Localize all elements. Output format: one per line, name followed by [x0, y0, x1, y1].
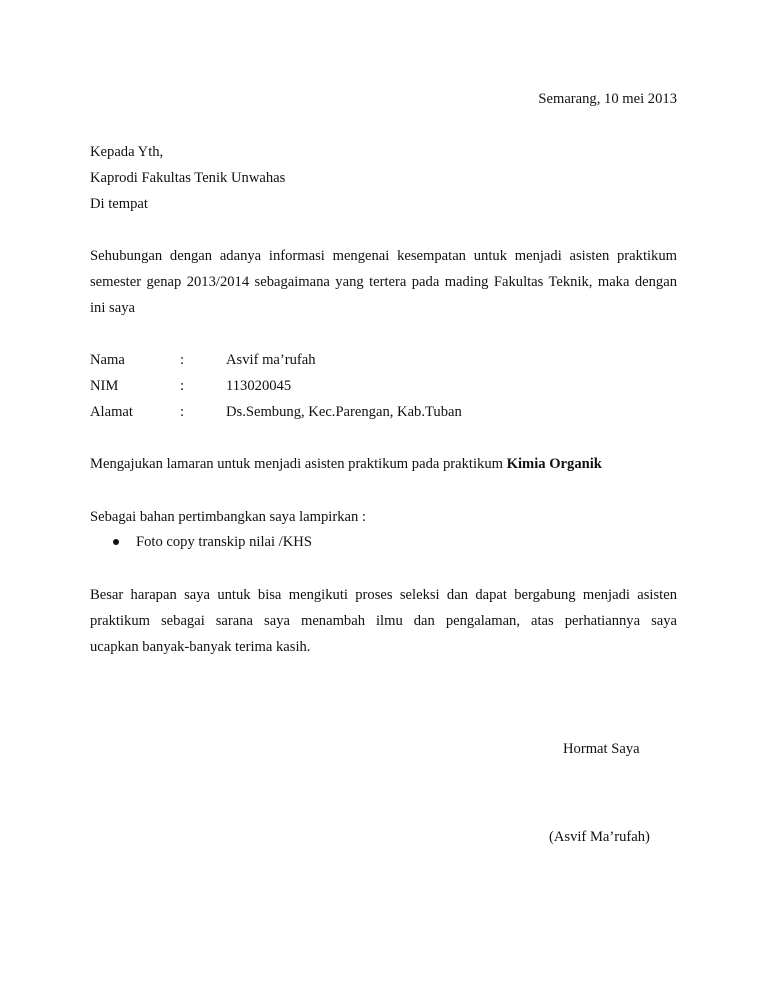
intro-paragraph-line-2: semester genap 2013/2014 sebagaimana yang tertera pada mading Fakultas Teknik, maka dengan [90, 274, 677, 290]
name-label: Nama [90, 352, 125, 368]
signature-name: (Asvif Ma’rufah) [549, 829, 650, 845]
nim-separator: : [180, 378, 185, 394]
letter-date: Semarang, 10 mei 2013 [538, 91, 677, 107]
application-subject: Kimia Organik [506, 456, 602, 472]
recipient-title: Kaprodi Fakultas Tenik Unwahas [90, 170, 286, 186]
attachment-item: Foto copy transkip nilai /KHS [136, 534, 312, 550]
name-value: Asvif ma’rufah [226, 352, 316, 368]
nim-value: 113020045 [226, 378, 292, 394]
closing-paragraph-line-1: Besar harapan saya untuk bisa mengikuti proses seleksi dan dapat bergabung menjadi asisten [90, 587, 677, 603]
name-separator: : [180, 352, 185, 368]
address-label: Alamat [90, 404, 133, 420]
application-statement [90, 455, 602, 473]
address-separator: : [180, 404, 185, 420]
recipient-greeting: Kepada Yth, [90, 144, 164, 160]
closing-paragraph-line-3: ucapkan banyak-banyak terima kasih. [90, 639, 311, 655]
address-value: Ds.Sembung, Kec.Parengan, Kab.Tuban [226, 404, 462, 420]
recipient-place: Di tempat [90, 196, 148, 212]
signoff: Hormat Saya [563, 741, 640, 757]
intro-paragraph-line-1: Sehubungan dengan adanya informasi mengenai kesempatan untuk menjadi asisten praktikum [90, 248, 677, 264]
application-text: Mengajukan lamaran untuk menjadi asisten praktikum pada praktikum [90, 456, 507, 472]
bullet-icon [113, 539, 119, 545]
intro-paragraph-line-3: ini saya [90, 300, 135, 316]
nim-label: NIM [90, 378, 119, 394]
attachments-intro: Sebagai bahan pertimbangkan saya lampirkan : [90, 509, 366, 525]
closing-paragraph-line-2: praktikum sebagai sarana saya menambah ilmu dan pengalaman, atas perhatiannya saya [90, 613, 677, 629]
